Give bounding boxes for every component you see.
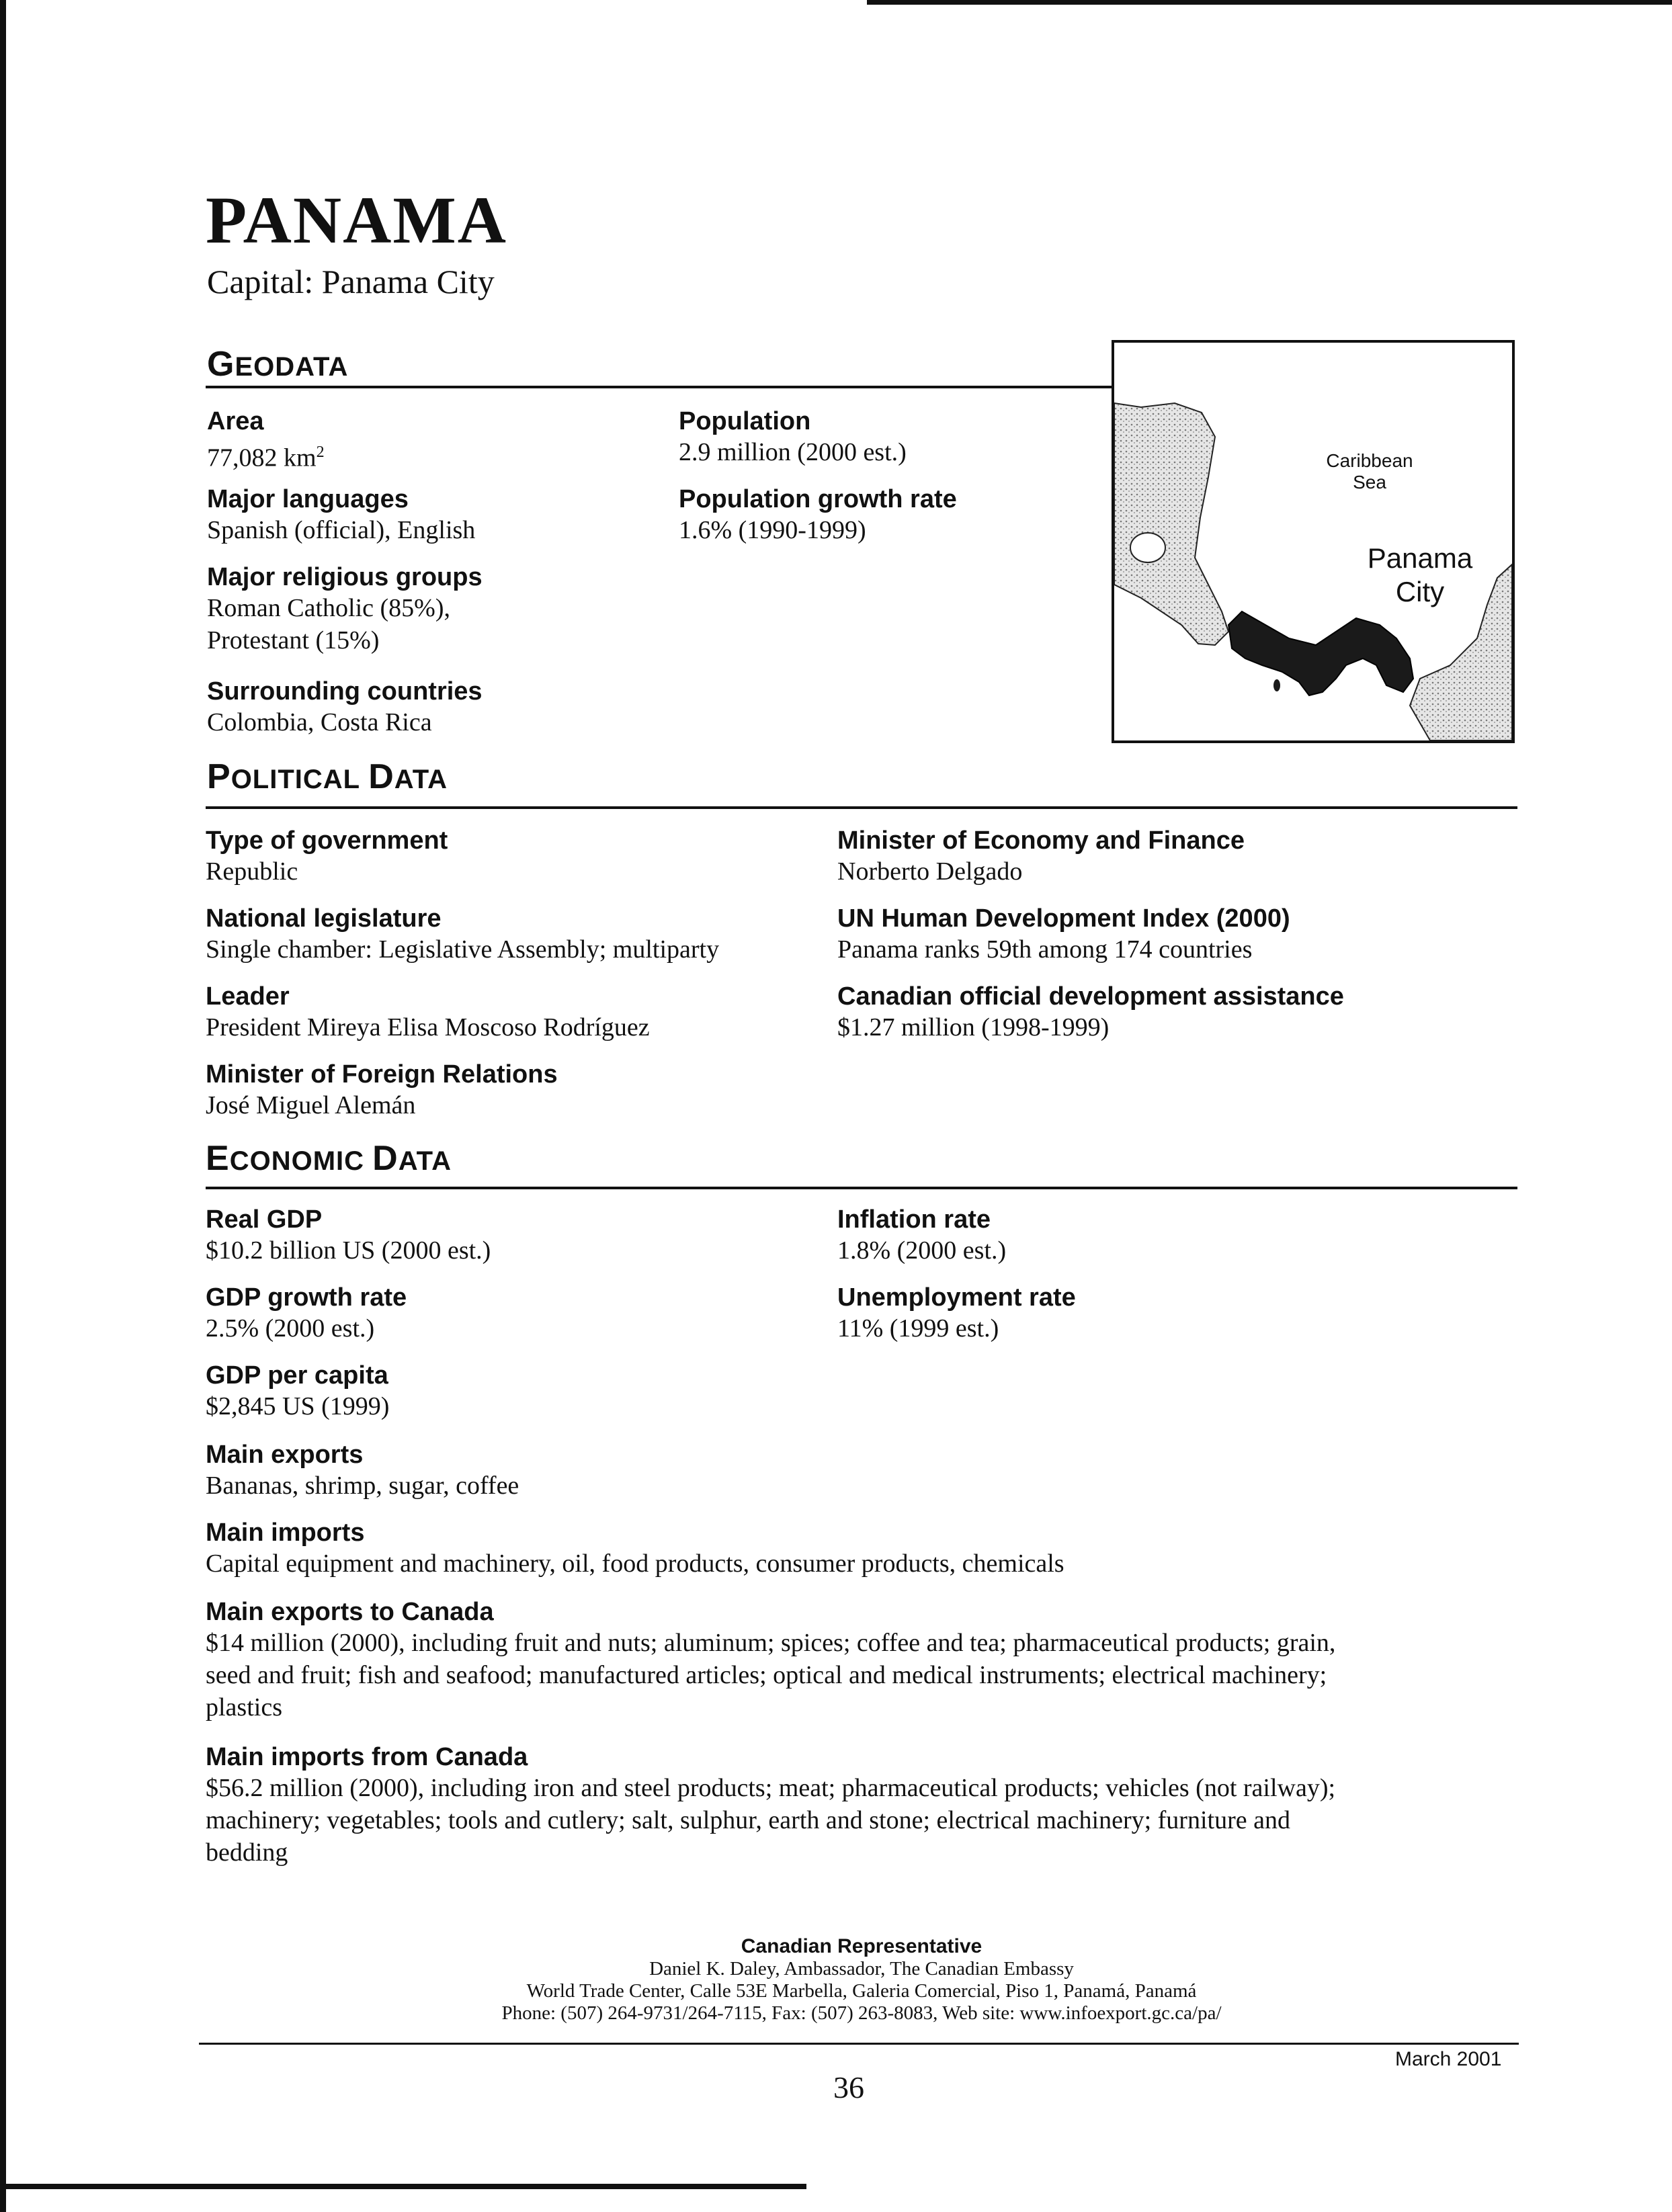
city-label-line1: Panama <box>1367 542 1473 574</box>
panama-map <box>1112 340 1515 743</box>
economic-heading-rest1: CONOMIC <box>229 1146 365 1176</box>
imports-canada-line3: bedding <box>206 1838 288 1867</box>
political-heading-rest1: OLITICAL <box>231 765 361 794</box>
economic-heading-rest2: ATA <box>398 1146 452 1176</box>
inflation-label: Inflation rate <box>837 1205 991 1234</box>
costa-rica-landmass <box>1114 403 1228 645</box>
gdp-capita-label: GDP per capita <box>206 1361 388 1390</box>
imports-canada-label: Main imports from Canada <box>206 1743 528 1771</box>
economic-heading-cap2: D <box>372 1139 399 1178</box>
exports-value: Bananas, shrimp, sugar, coffee <box>206 1472 519 1500</box>
geodata-heading-cap: G <box>207 345 235 384</box>
sea-label-line2: Sea <box>1353 472 1386 493</box>
oda-label: Canadian official development assistance <box>837 982 1344 1011</box>
city-label-line2: City <box>1395 576 1445 607</box>
page-title: PANAMA <box>206 183 507 257</box>
exports-canada-line3: plastics <box>206 1693 282 1721</box>
economic-heading-cap1: E <box>206 1139 230 1178</box>
unemployment-label: Unemployment rate <box>837 1283 1076 1312</box>
leader-value: President Mireya Elisa Moscoso Rodríguez <box>206 1013 650 1041</box>
legislature-label: National legislature <box>206 904 442 933</box>
capital-subtitle: Capital: Panama City <box>207 263 495 300</box>
area-superscript: 2 <box>316 443 325 461</box>
imports-value: Capital equipment and machinery, oil, food products, consumer products, chemicals <box>206 1549 1064 1578</box>
panama-city-label <box>1349 542 1491 609</box>
hdi-value: Panama ranks 59th among 174 countries <box>837 935 1253 964</box>
gdp-value: $10.2 billion US (2000 est.) <box>206 1236 491 1265</box>
imports-canada-line1: $56.2 million (2000), including iron and steel products; meat; pharmaceutical products; vehicles (not railway); <box>206 1774 1336 1802</box>
population-growth-value: 1.6% (1990-1999) <box>679 516 866 544</box>
leader-label: Leader <box>206 982 290 1011</box>
political-heading-cap1: P <box>207 757 231 796</box>
representative-heading: Canadian Representative <box>741 1935 983 1957</box>
geodata-heading <box>207 344 348 384</box>
surrounding-value: Colombia, Costa Rica <box>207 708 432 736</box>
scan-edge-top <box>867 0 1672 5</box>
unemployment-value: 11% (1999 est.) <box>837 1314 999 1343</box>
geodata-rule <box>206 386 1112 388</box>
political-heading <box>207 757 448 797</box>
legislature-value: Single chamber: Legislative Assembly; multiparty <box>206 935 720 964</box>
economy-minister-label: Minister of Economy and Finance <box>837 826 1245 855</box>
gdp-capita-value: $2,845 US (1999) <box>206 1392 390 1420</box>
oda-value: $1.27 million (1998-1999) <box>837 1013 1110 1041</box>
exports-canada-label: Main exports to Canada <box>206 1598 494 1626</box>
political-heading-cap2: D <box>368 757 394 796</box>
geodata-heading-rest: EODATA <box>235 352 349 382</box>
sea-label-line1: Caribbean <box>1326 450 1413 471</box>
scan-edge-bottom <box>0 2184 806 2189</box>
page-number: 36 <box>833 2070 864 2104</box>
canadian-representative-block <box>206 1935 1517 2025</box>
representative-name: Daniel K. Daley, Ambassador, The Canadian Embassy <box>649 1958 1074 1980</box>
exports-canada-line1: $14 million (2000), including fruit and nuts; aluminum; spices; coffee and tea; pharmaceutical products; grain, <box>206 1629 1336 1657</box>
foreign-minister-label: Minister of Foreign Relations <box>206 1060 558 1089</box>
area-label: Area <box>207 407 264 435</box>
government-value: Republic <box>206 857 298 886</box>
political-rule <box>206 806 1517 809</box>
representative-contact: Phone: (507) 264-9731/264-7115, Fax: (507) 263-8083, Web site: www.infoexport.gc.ca/pa/ <box>501 2002 1222 2024</box>
exports-canada-line2: seed and fruit; fish and seafood; manufactured articles; optical and medical instruments; electrical machinery; <box>206 1661 1327 1689</box>
publication-date: March 2001 <box>1395 2048 1502 2070</box>
religions-value-1: Roman Catholic (85%), <box>207 594 450 622</box>
footer-rule <box>199 2043 1519 2045</box>
scan-edge-left <box>0 0 6 2212</box>
gdp-growth-label: GDP growth rate <box>206 1283 407 1312</box>
economic-heading <box>206 1138 452 1179</box>
population-label: Population <box>679 407 811 435</box>
caribbean-sea-label <box>1302 450 1437 493</box>
area-value <box>207 437 325 474</box>
imports-label: Main imports <box>206 1519 365 1547</box>
lake-shape <box>1130 533 1165 562</box>
hdi-label: UN Human Development Index (2000) <box>837 904 1290 933</box>
gdp-growth-value: 2.5% (2000 est.) <box>206 1314 375 1343</box>
foreign-minister-value: José Miguel Alemán <box>206 1091 416 1119</box>
religions-label: Major religious groups <box>207 563 483 591</box>
religions-value-2: Protestant (15%) <box>207 626 380 654</box>
population-value: 2.9 million (2000 est.) <box>679 438 907 466</box>
economic-rule <box>206 1187 1517 1189</box>
representative-address: World Trade Center, Calle 53E Marbella, Galeria Comercial, Piso 1, Panamá, Panamá <box>526 1980 1197 2002</box>
exports-label: Main exports <box>206 1441 364 1469</box>
inflation-value: 1.8% (2000 est.) <box>837 1236 1007 1265</box>
languages-value: Spanish (official), English <box>207 516 476 544</box>
political-heading-rest2: ATA <box>394 765 448 794</box>
gdp-label: Real GDP <box>206 1205 323 1234</box>
area-value-text: 77,082 km <box>207 443 317 472</box>
population-growth-label: Population growth rate <box>679 485 957 513</box>
island-shape <box>1273 679 1280 691</box>
surrounding-label: Surrounding countries <box>207 677 483 706</box>
government-label: Type of government <box>206 826 448 855</box>
imports-canada-line2: machinery; vegetables; tools and cutlery; salt, sulphur, earth and stone; electrical machinery; furniture and <box>206 1806 1290 1834</box>
languages-label: Major languages <box>207 485 409 513</box>
economy-minister-value: Norberto Delgado <box>837 857 1023 886</box>
panama-landmass <box>1228 611 1413 695</box>
